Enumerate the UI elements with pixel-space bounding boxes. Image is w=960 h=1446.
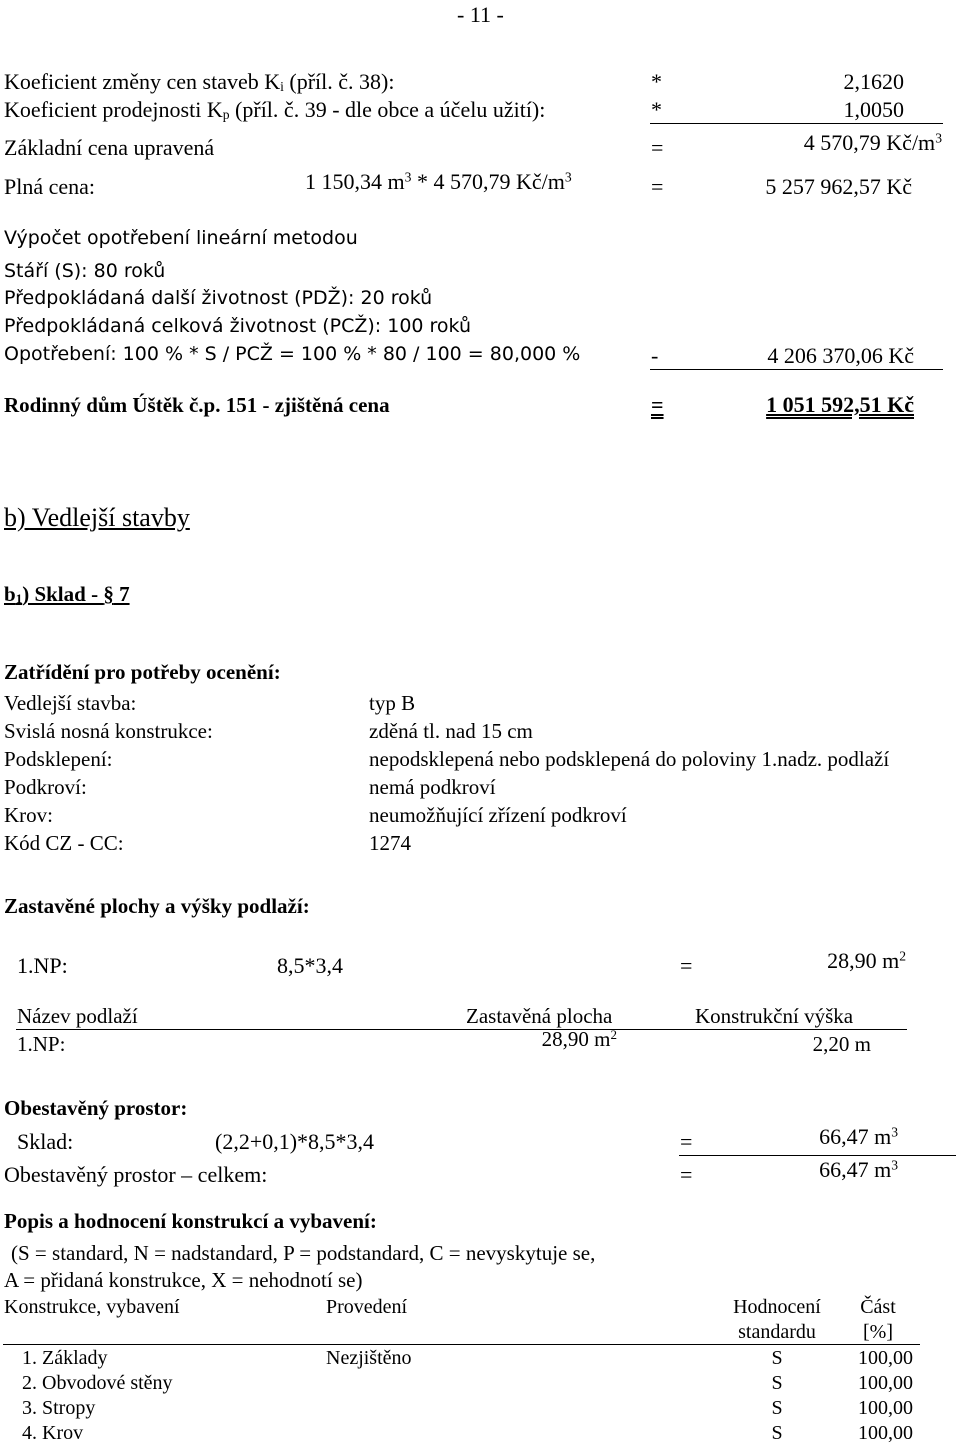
floor-table-header-area: Zastavěná plocha [466,1004,613,1028]
base-price-value: 4 570,79 $Kč/m^3$ [803,130,942,155]
construction-header-execution: Provedení [326,1296,408,1318]
floor-table-divider [16,1029,907,1030]
coef-kp-op: * [651,97,662,122]
coef-ki-label: Koeficient změny cen staveb $K_i$ (příl. č. 38): [4,69,395,95]
full-price-op: = [651,174,664,199]
result-value: 1 051 592,51 Kč [766,392,914,417]
construction-row-name: 1. Základy [22,1347,108,1369]
floor-table-row-height: 2,20 m [812,1032,871,1056]
classification-row-value: 1274 [369,831,411,855]
classification-row-value: nepodsklepená nebo podsklepená do poloviny 1.nadz. podlaží [369,747,890,771]
divider [650,123,943,124]
page-number: - 11 - [457,2,504,27]
floor-table-header-name: Název podlaží [17,1004,138,1028]
area-np-value: 28,90 $m^2$ [827,948,906,973]
construction-table-divider [3,1344,920,1345]
coef-kp-label: Koeficient prodejnosti $K_p$ (příl. č. 39 - dle obce a účelu užití): [4,97,546,123]
depreciation-total: Předpokládaná celková životnost (PCŽ): 100 roků [4,315,472,337]
base-price-label: Základní cena upravená [4,135,215,160]
full-price-label: Plná cena: [4,174,96,199]
classification-row-value: typ B [369,691,416,715]
full-price-value: 5 257 962,57 Kč [765,174,912,199]
depreciation-title: Výpočet opotřebení lineární metodou [4,227,358,249]
volume-item-expression: (2,2+0,1)*8,5*3,4 [215,1129,375,1154]
section-b-title: b) Vedlejší stavby [4,503,190,532]
classification-title: Zatřídění pro potřeby ocenění: [4,660,281,684]
floor-table-header-height: Konstrukční výška [695,1004,854,1028]
depreciation-age: Stáří (S): 80 roků [4,260,166,282]
construction-legend-line1: (S = standard, N = nadstandard, P = podstandard, C = nevyskytuje se, [11,1241,596,1265]
construction-title: Popis a hodnocení konstrukcí a vybavení: [4,1209,377,1233]
volume-total-op: = [680,1162,693,1187]
classification-row-label: Svislá nosná konstrukce: [4,719,213,743]
volume-item-op: = [680,1129,693,1154]
volume-total-label: Obestavěný prostor – celkem: [4,1162,268,1187]
result-label: Rodinný dům Úštěk č.p. 151 - zjištěná cena [4,393,390,417]
construction-row-rating: S [771,1422,783,1444]
coef-ki-op: * [651,69,662,94]
base-price-op: = [651,135,664,160]
area-np-expression: 8,5*3,4 [277,953,343,978]
construction-row-part: 100,00 [858,1372,913,1394]
construction-header-part: Část [860,1296,896,1318]
classification-row-label: Kód CZ - CC: [4,831,124,855]
divider [650,369,943,370]
construction-header-item: Konstrukce, vybavení [4,1296,180,1318]
classification-row-label: Podkroví: [4,775,87,799]
construction-header-rating-2: standardu [738,1321,816,1343]
area-np-op: = [680,953,693,978]
coef-kp-value: 1,0050 [843,97,904,122]
construction-row-part: 100,00 [858,1422,913,1444]
construction-row-part: 100,00 [858,1347,913,1369]
construction-row-name: 3. Stropy [22,1397,96,1419]
volume-total-value: 66,47 $m^3$ [819,1157,898,1182]
floor-table-row-area: 28,90 $m^2$ [541,1026,617,1051]
construction-row-name: 2. Obvodové stěny [22,1372,173,1394]
depreciation-op: - [651,343,659,368]
floor-table-row-name: 1.NP: [17,1032,66,1056]
classification-row-label: Podsklepení: [4,747,113,771]
construction-row-rating: S [771,1347,783,1369]
construction-row-execution: Nezjištěno [326,1347,412,1369]
construction-row-part: 100,00 [858,1397,913,1419]
area-np-label: 1.NP: [17,953,68,978]
full-price-expression: 1 150,34 $m^3 * 4$ 570,79 $Kč/m^3$ [305,169,572,194]
construction-row-rating: S [771,1372,783,1394]
construction-row-name: 4. Krov [22,1422,84,1444]
classification-row-value: nemá podkroví [369,775,496,799]
depreciation-calc: Opotřebení: 100 % * S / PCŽ = 100 % * 80 / 100 = 80,000 % [4,343,581,365]
depreciation-remaining: Předpokládaná další životnost (PDŽ): 20 roků [4,287,433,309]
divider [679,1155,956,1156]
areas-title: Zastavěné plochy a výšky podlaží: [4,894,310,918]
depreciation-value: 4 206 370,06 Kč [767,343,914,368]
volume-item-value: 66,47 $m^3$ [819,1124,898,1149]
construction-header-part-2: [%] [863,1321,893,1343]
volume-item-label: Sklad: [17,1129,74,1154]
classification-row-value: neumožňující zřízení podkroví [369,803,627,827]
construction-header-rating: Hodnocení [733,1296,821,1318]
result-op: = [651,392,664,417]
construction-row-rating: S [771,1397,783,1419]
coef-ki-value: 2,1620 [843,69,904,94]
classification-row-label: Vedlejší stavba: [4,691,137,715]
classification-row-value: zděná tl. nad 15 cm [369,719,533,743]
construction-legend-line2: A = přidaná konstrukce, X = nehodnotí se) [4,1268,363,1292]
classification-row-label: Krov: [4,803,53,827]
section-b1-title: $b_1$) Sklad - § 7 [4,582,130,606]
volume-title: Obestavěný prostor: [4,1096,188,1120]
